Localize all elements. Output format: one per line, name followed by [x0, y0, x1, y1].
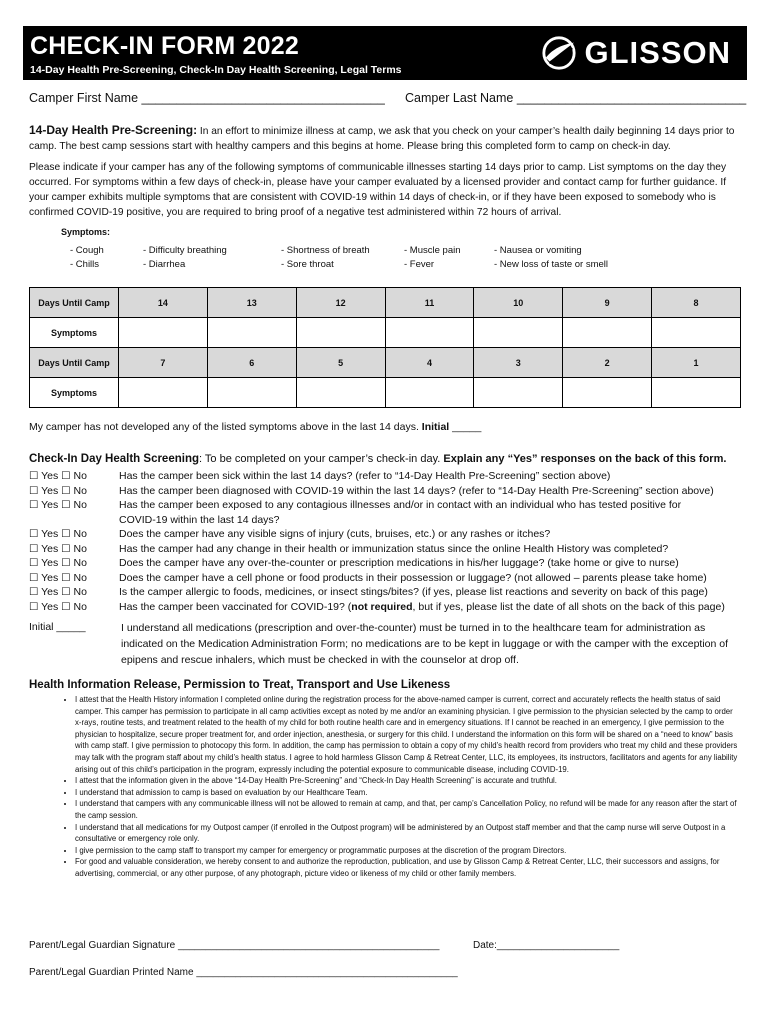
question-text: Does the camper have any over-the-counter or prescription medications in his/her luggage? (take home or give to nurse)	[119, 557, 679, 569]
vaccine-question	[119, 600, 747, 615]
yes-no-checkboxes[interactable]: ☐ Yes ☐ No	[29, 470, 87, 482]
form-header	[23, 26, 747, 80]
table-row	[30, 288, 741, 318]
camper-last-name-field[interactable]: Camper Last Name _________________________________	[405, 91, 747, 105]
release-term: • For good and valuable consideration, we hereby consent to and authorize the reproduction, publication, and use by Glisson Camp & Retreat Center, LLC, their successors and assigns, for advertising, commercial, or any other purpose, of any photograph, picture video or likeness of my child or other family members.	[75, 856, 741, 879]
prescreen-intro-text: In an effort to minimize illness at camp, we ask that you check on your camper’s health daily beginning 14 days prior to camp. The best camp sessions start with healthy campers and this begins at home. Please bring this completed form to camp on check-in day.	[29, 126, 735, 152]
symptom-column	[281, 244, 370, 272]
symptom-entry-cell[interactable]	[207, 318, 296, 348]
symptom-entry-cell[interactable]	[385, 378, 474, 408]
table-row	[30, 378, 741, 408]
days-until-camp-label: Days Until Camp	[30, 288, 119, 318]
checkin-heading: Check-In Day Health Screening	[29, 453, 199, 465]
symptom-entry-cell[interactable]	[119, 378, 208, 408]
release-term: • I understand that admission to camp is based on evaluation by our Healthcare Team.	[75, 787, 741, 799]
symptom-item: - New loss of taste or smell	[494, 259, 609, 270]
vaccine-question-text: Has the camper been vaccinated for COVID-19? (	[119, 601, 352, 613]
symptom-column	[70, 244, 104, 272]
question-text: Is the camper allergic to foods, medicines, or insect stings/bites? (if yes, please list reactions and severity on back of this page)	[119, 586, 708, 598]
medication-initial-field[interactable]: Initial _____	[29, 621, 86, 633]
medication-text: I understand all medications (prescription and over-the-counter) must be turned in to the healthcare team for administration as indicated on the Medication Administration Form; no medications are to be kept in luggage or with the camper with the exception of epipens and rescue inhalers, which must be checked in with the counselor at drop off.	[121, 622, 729, 666]
vaccine-question-text-end: , but if yes, please list the date of all shots on the back of this page)	[412, 601, 725, 613]
symptom-entry-cell[interactable]	[474, 318, 563, 348]
symptom-entry-cell[interactable]	[563, 318, 652, 348]
symptom-column	[404, 244, 461, 272]
day-number: 11	[385, 288, 474, 318]
yes-no-checkboxes[interactable]: ☐ Yes ☐ No	[29, 586, 87, 598]
yes-no-checkboxes[interactable]: ☐ Yes ☐ No	[29, 499, 87, 511]
question-text: Has the camper been exposed to any contagious illnesses and/or in contact with an individual who has tested positive for COVID-19 within the last 14 days?	[119, 499, 682, 526]
release-term: • I attest that the Health History information I completed online during the registration process for the above-named camper is current, correct and accurately reflects the health status of said camper. This camper has permission to participate in all camp activities except as noted by me and/or an examining physician. I give permission to the physician selected by the camp to order x-rays, routine tests, and treatment related to the health of my child for both routine health care and in emergency situations. If I cannot be reached in an emergency, I give permission to the physician to hospitalize, secure proper treatment for, and order injection, anesthesia, or surgery for this child. I understand the information on this form will be shared on a “need to know” basis with camp staff. I give permission to photocopy this form. In addition, the camp has permission to obtain a copy of my child’s health record from providers who treat my child and these providers may talk with the program staff about my child’s health status. I agree to hold harmless Glisson Camp & Retreat Center, LLC, its employees, its instructors, facilitators and agents for any liability arising out of this child’s participation in the program, expressly including the potential exposure to communicable disease, including COVID-19.	[75, 694, 741, 775]
logo-wordmark: GLISSON	[584, 35, 731, 70]
day-number: 12	[296, 288, 385, 318]
no-symptoms-statement	[29, 421, 481, 433]
symptom-item: - Muscle pain	[404, 245, 461, 256]
day-number: 7	[119, 348, 208, 378]
question-text: Has the camper been diagnosed with COVID-19 within the last 14 days? (refer to “14-Day Health Pre-Screening” section above)	[119, 485, 714, 497]
symptom-item: - Nausea or vomiting	[494, 245, 582, 256]
guardian-signature-field[interactable]: Parent/Legal Guardian Signature _______________________________________________	[29, 940, 440, 951]
form-subtitle: 14-Day Health Pre-Screening, Check-In Day Health Screening, Legal Terms	[30, 64, 402, 76]
initial-field[interactable]: _____	[449, 421, 482, 433]
checkin-heading-line	[29, 453, 726, 465]
day-number: 9	[563, 288, 652, 318]
question-text: Does the camper have any visible signs of injury (cuts, bruises, etc.) or any rashes or itches?	[119, 528, 551, 540]
symptom-entry-cell[interactable]	[474, 378, 563, 408]
guardian-printed-name-field[interactable]: Parent/Legal Guardian Printed Name _______________________________________________	[29, 967, 458, 978]
symptom-item: - Difficulty breathing	[143, 245, 227, 256]
symptom-item: - Sore throat	[281, 259, 334, 270]
symptom-item: - Shortness of breath	[281, 245, 370, 256]
days-until-camp-table	[29, 287, 741, 408]
symptom-entry-cell[interactable]	[385, 318, 474, 348]
symptoms-label: Symptoms:	[61, 227, 111, 237]
glisson-logo	[540, 35, 731, 71]
checkin-intro: : To be completed on your camper’s check-in day.	[199, 453, 444, 465]
symptom-item: - Cough	[70, 245, 104, 256]
yes-no-checkboxes[interactable]: ☐ Yes ☐ No	[29, 543, 87, 555]
symptom-entry-cell[interactable]	[563, 378, 652, 408]
release-term: • I give permission to the camp staff to transport my camper for emergency or programmatic purposes at the discretion of the program Directors.	[75, 845, 741, 857]
question-text: Does the camper have a cell phone or food products in their possession or luggage? (not allowed – parents please take home)	[119, 572, 707, 584]
release-term: • I attest that the information given in the above “14-Day Health Pre-Screening” and “Check-In Day Health Screening” is accurate and truthful.	[75, 775, 741, 787]
symptom-entry-cell[interactable]	[207, 378, 296, 408]
prescreen-paragraph: Please indicate if your camper has any of the following symptoms of communicable illnesses starting 14 days prior to camp. List symptoms on the day they occurred. For symptoms within a few days of check-in, please have your camper evaluated by a licensed provider and contact camp for further guidance. If your camper exhibits multiple symptoms that are consistent with COVID-19 within 14 days of check-in, or if they have been exposed to somebody who is confirmed COVID-19 positive, you are required to bring proof of a negative test administered within 72 hours of arrival.	[29, 162, 727, 218]
symptom-entry-cell[interactable]	[296, 318, 385, 348]
form-title: CHECK-IN FORM 2022	[30, 32, 299, 60]
day-number: 1	[652, 348, 741, 378]
yes-no-checkboxes[interactable]: ☐ Yes ☐ No	[29, 485, 87, 497]
day-number: 5	[296, 348, 385, 378]
symptom-entry-cell[interactable]	[652, 378, 741, 408]
symptom-item: - Diarrhea	[143, 259, 186, 270]
release-heading: Health Information Release, Permission to Treat, Transport and Use Likeness	[29, 679, 451, 691]
yes-no-checkboxes[interactable]: ☐ Yes ☐ No	[29, 572, 87, 584]
symptom-entry-cell[interactable]	[119, 318, 208, 348]
symptom-item: - Chills	[70, 259, 100, 270]
day-number: 4	[385, 348, 474, 378]
release-term: • I understand that all medications for my Outpost camper (if enrolled in the Outpost program) will be administered by an Outpost staff member and that the camp nurse will serve Outpost in a consultative or emergency role only.	[75, 822, 741, 845]
day-number: 6	[207, 348, 296, 378]
prescreen-heading: 14-Day Health Pre-Screening:	[29, 123, 198, 137]
day-number: 13	[207, 288, 296, 318]
prescreen-intro	[29, 123, 741, 154]
camper-first-name-field[interactable]: Camper First Name ___________________________________	[29, 91, 385, 105]
release-terms-list	[29, 694, 741, 880]
symptom-column	[494, 244, 608, 272]
checkin-explain: Explain any “Yes” responses on the back of this form.	[443, 453, 727, 465]
yes-no-checkboxes[interactable]: ☐ Yes ☐ No	[29, 557, 87, 569]
days-until-camp-label: Days Until Camp	[30, 348, 119, 378]
signature-date-field[interactable]: Date:______________________	[473, 940, 620, 951]
not-required-note: not required	[351, 601, 413, 613]
no-symptoms-text: My camper has not developed any of the listed symptoms above in the last 14 days.	[29, 421, 422, 433]
symptom-entry-cell[interactable]	[296, 378, 385, 408]
yes-no-checkboxes[interactable]: ☐ Yes ☐ No	[29, 601, 87, 613]
day-number: 3	[474, 348, 563, 378]
day-number: 2	[563, 348, 652, 378]
initial-label: Initial	[421, 421, 450, 433]
release-term: • I understand that campers with any communicable illness will not be allowed to remain at camp, and that, per camp’s Cancellation Policy, no refund will be made for any reason after the start of the camp session.	[75, 798, 741, 821]
symptom-item: - Fever	[404, 259, 435, 270]
glisson-swoosh-icon	[540, 35, 578, 71]
symptoms-row-label: Symptoms	[30, 378, 119, 408]
day-number: 8	[652, 288, 741, 318]
question-text: Has the camper had any change in their health or immunization status since the online Health History was completed?	[119, 543, 669, 555]
table-row	[30, 318, 741, 348]
symptom-entry-cell[interactable]	[652, 318, 741, 348]
question-text: Has the camper been sick within the last 14 days? (refer to “14-Day Health Pre-Screening” section above)	[119, 470, 611, 482]
table-row	[30, 348, 741, 378]
day-number: 10	[474, 288, 563, 318]
symptoms-row-label: Symptoms	[30, 318, 119, 348]
symptom-column	[143, 244, 227, 272]
yes-no-checkboxes[interactable]: ☐ Yes ☐ No	[29, 528, 87, 540]
day-number: 14	[119, 288, 208, 318]
